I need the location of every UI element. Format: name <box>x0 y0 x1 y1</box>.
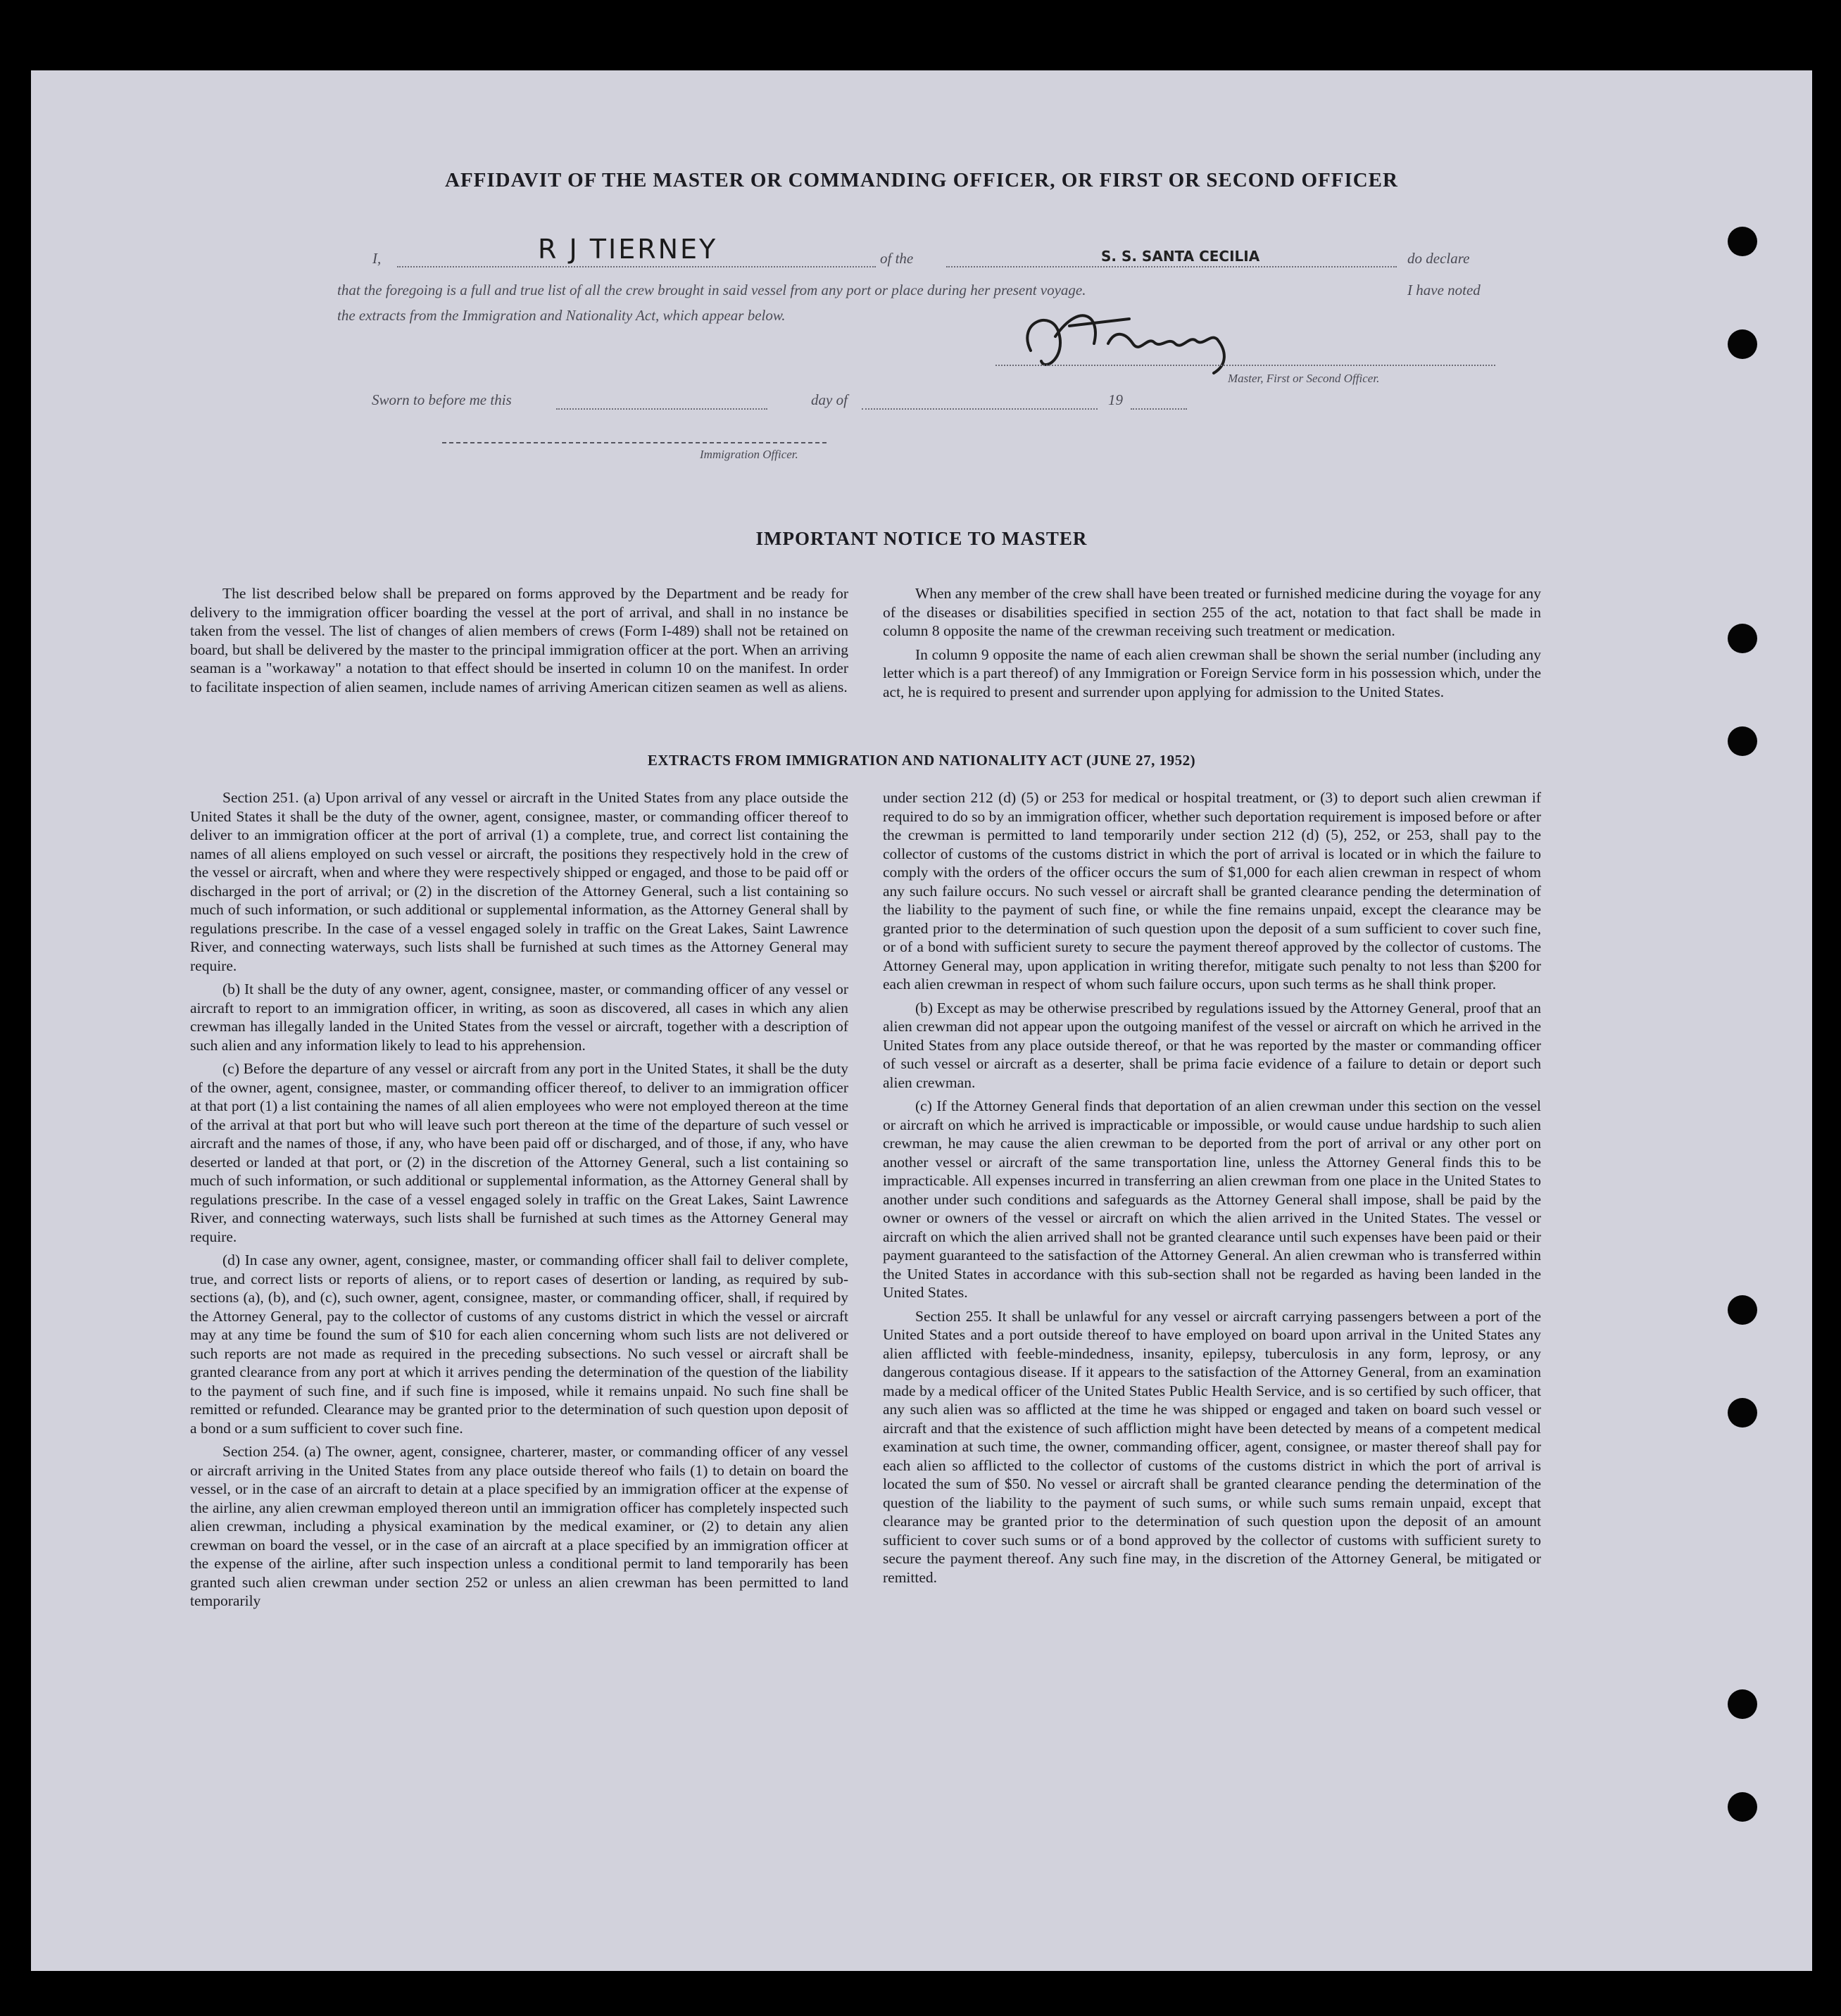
affidavit-line-1-end: I have noted <box>1407 282 1481 298</box>
section-255: Section 255. It shall be unlawful for any vessel or aircraft carrying passengers between a port of the United States and a port outside thereof to have employed on board upon arrival in the United States any alien afflicted with feeble-mindedness, insanity, epilepsy, tuberculosis in any form, leprosy, or any dangerous contagious disease. If it appears to the satisfaction of the Attorney General, from an examination made by a medical officer of the United States Public Health Service, and is so certified by such officer, that any such alien was so afflicted at the time he was shipped or engaged and taken on board such vessel or aircraft and that the existence of such affliction might have been detected by means of a competent medical examination at such time, the owner, commanding officer, agent, consignee, or master thereof shall pay for each alien so afflicted to the collector of customs of the customs district in which the port of arrival is located the sum of $50. No vessel or aircraft shall be granted clearance pending the determination of the question of the liability to the payment of such sums, or while such sums remain unpaid, except that clearance may be granted prior to the determination of such question upon the deposit of an amount sufficient to cover such sums or of a bond approved by the collector of customs with sufficient surety to secure the payment thereof. Any such fine may, in the discretion of the Attorney General, be mitigated or remitted. <box>883 1307 1541 1586</box>
day-of-label: day of <box>811 391 848 408</box>
punch-hole <box>1728 624 1757 653</box>
notice-right-paragraph-1: When any member of the crew shall have been treated or furnished medicine during the voyage for any of the diseases or disabilities specified in section 255 of the act, notation to that fact shall be made in column 8 opposite the name of the crewman receiving such treatment or medication. <box>883 585 1541 639</box>
sworn-label: Sworn to before me this <box>372 391 512 408</box>
master-signature <box>1003 294 1270 379</box>
notice-left-paragraph: The list described below shall be prepared on forms approved by the Department and be ready for delivery to the immigration officer boarding the vessel at the port of arrival, and shall in no instance be taken from the vessel. The list of changes of alien members of crews (Form I-489) shall not be retained on board, but shall be delivered by the master to the principal immigration officer at the port. When an arriving seaman is a "workaway" a notation to that effect should be inserted in column 10 on the manifest. In order to facilitate inspection of alien seamen, include names of arriving American citizen seamen as well as aliens. <box>190 585 848 695</box>
officer-name-handwritten: R J TIERNEY <box>538 234 718 265</box>
punch-hole <box>1728 1689 1757 1719</box>
section-251-c: (c) Before the departure of any vessel or aircraft from any port in the United States, it shall be the duty of the owner, agent, consignee, master, or commanding officer thereof, to deliver to an immigration officer at that port (1) a list containing the names of all alien employees who were not employed thereon at the time of the arrival at that port but who will leave such port thereon at the time of the departure of such vessel or aircraft and the names of those, if any, who have been paid off or discharged, and of those, if any, who have deserted or landed at that port, or (2) in the discretion of the Attorney General, such a list containing so much of such information, or such additional or supplemental information, as the Attorney General shall by regulations prescribe. In the case of a vessel engaged solely in traffic on the Great Lakes, Saint Lawrence River, and connecting waterways, such lists shall be furnished at such times as the Attorney General may require. <box>190 1060 848 1245</box>
name-line <box>397 266 876 267</box>
notice-right-paragraph-2: In column 9 opposite the name of each alien crewman shall be shown the serial number (including any letter which is a part thereof) of any Immigration or Foreign Service form in his possession which, under the act, he is required to present and surrender upon applying for admission to the United States. <box>883 645 1541 700</box>
section-251-b: (b) It shall be the duty of any owner, agent, consignee, master, or commanding officer of any vessel or aircraft to report to an immigration officer, in writing, as soon as discovered, all cases in which any alien crewman has illegally landed in the United States from the vessel or aircraft, together with a description of such alien and any information likely to lead to his apprehension. <box>190 981 848 1054</box>
prefix-i: I, <box>372 250 382 267</box>
punch-hole <box>1728 1792 1757 1822</box>
sworn-month-line <box>862 408 1098 410</box>
vessel-stamp: S. S. SANTA CECILIA <box>1101 248 1260 265</box>
document-page <box>31 70 1812 1971</box>
do-declare-label: do declare <box>1407 250 1470 267</box>
vessel-line <box>946 266 1397 267</box>
section-254-c: (c) If the Attorney General finds that deportation of an alien crewman under this section on the vessel or aircraft on which he arrived is impracticable or impossible, or would cause undue hardship to such alien crewman, he may cause the alien crewman to be deported from the port of arrival or any other port on another vessel or aircraft of the same transportation line, unless the Attorney General finds this to be impracticable. All expenses incurred in transferring an alien crewman from one place in the United States to another under such conditions and safeguards as the Attorney General shall impose, shall be paid by the owner or owners of the vessel or aircraft on which the alien arrived in the United States. The vessel or aircraft on which the alien arrived shall not be granted clearance until such expenses have been paid or their payment guaranteed to the satisfaction of the Attorney General. An alien crewman who is transferred within the United States in accordance with this sub-section shall not be regarded as having been landed in the United States. <box>883 1097 1541 1301</box>
punch-hole <box>1728 329 1757 359</box>
notice-right <box>883 584 1541 706</box>
affidavit-line-1: that the foregoing is a full and true list of all the crew brought in said vessel from any port or place during her present voyage. <box>337 282 1086 298</box>
extracts-title: EXTRACTS FROM IMMIGRATION AND NATIONALITY ACT (JUNE 27, 1952) <box>647 752 1196 769</box>
officer-line <box>442 442 827 443</box>
sworn-day-line <box>556 408 767 410</box>
notice-left <box>190 584 848 701</box>
section-254-a-continued: under section 212 (d) (5) or 253 for medical or hospital treatment, or (3) to deport such alien crewman if required to do so by an immigration officer, whether such deportation requirement is imposed before or after the crewman is permitted to land temporarily under section 212 (d) (5), 252, or 253, shall pay to the collector of customs of the customs district in which the port of arrival is located or in which the failure to comply with the orders of the officer occurs the sum of $1,000 for each alien crewman in respect of whom any such failure occurs. No such vessel or aircraft shall be granted clearance pending the determination of the liability to the payment of such fine, or while the fine remains unpaid, except the clearance may be granted prior to the determination of such question upon the deposit of a sum sufficient to cover such fine, or of a bond with sufficient surety to secure the payment thereof approved by the collector of customs. The Attorney General may, upon application in writing therefor, mitigate such penalty to not less than $200 for each alien crewman in respect of whom such failure occurs, upon such terms as he shall think proper. <box>883 789 1541 993</box>
extracts-left-column <box>190 788 848 1615</box>
punch-hole <box>1728 726 1757 756</box>
signature-line <box>995 365 1495 366</box>
punch-hole <box>1728 1295 1757 1325</box>
notice-title: IMPORTANT NOTICE TO MASTER <box>755 528 1088 549</box>
section-251-a: Section 251. (a) Upon arrival of any vessel or aircraft in the United States from any place outside the United States it shall be the duty of the owner, agent, consignee, master, or commanding officer thereof to deliver to an immigration officer at the port of arrival (1) a complete, true, and correct list containing the names of all aliens employed on such vessel or aircraft, the positions they respectively hold in the crew of the vessel or aircraft, when and where they were respectively shipped or engaged, and those to be paid off or discharged in the port of arrival; or (2) in the discretion of the Attorney General, such a list containing so much of such information, or such additional or supplemental information, as the Attorney General shall by regulations prescribe. In the case of a vessel engaged solely in traffic on the Great Lakes, Saint Lawrence River, and connecting waterways, such lists shall be furnished at such times as the Attorney General may require. <box>190 789 848 974</box>
of-the-label: of the <box>880 250 914 267</box>
year-label: 19 <box>1108 391 1123 408</box>
section-254-b: (b) Except as may be otherwise prescribed by regulations issued by the Attorney General, proof that an alien crewman did not appear upon the outgoing manifest of the vessel or aircraft on which he arrived in the United States from any place outside thereof, or that he was reported by the master or commanding officer of such vessel or aircraft as a deserter, shall be prima facie evidence of a failure to detain or deport such alien crewman. <box>883 999 1541 1091</box>
extracts-right-column <box>883 788 1541 1592</box>
year-line <box>1131 408 1187 410</box>
punch-hole <box>1728 1398 1757 1428</box>
section-254-a: Section 254. (a) The owner, agent, consignee, charterer, master, or commanding officer of any vessel or aircraft arriving in the United States from any place outside thereof who fails (1) to detain on board the vessel, or in the case of an aircraft to detain at a place specified by an immigration officer at the expense of the airline, any alien crewman employed thereon until an immigration officer has completely inspected such alien crewman, including a physical examination by the medical examiner, or (2) to detain any alien crewman on board the vessel, or in the case of an aircraft at a place specified by an immigration officer at the expense of the airline, after such inspection unless a conditional permit to land temporarily has been granted such alien crewman under section 252 or unless an alien crewman has been permitted to land temporarily <box>190 1443 848 1609</box>
punch-hole <box>1728 227 1757 256</box>
signature-caption: Master, First or Second Officer. <box>1228 372 1380 385</box>
affidavit-line-2: the extracts from the Immigration and Nationality Act, which appear below. <box>337 307 786 324</box>
officer-caption: Immigration Officer. <box>700 448 798 461</box>
affidavit-title: AFFIDAVIT OF THE MASTER OR COMMANDING OFFICER, OR FIRST OR SECOND OFFICER <box>445 169 1398 191</box>
section-251-d: (d) In case any owner, agent, consignee, master, or commanding officer shall fail to deliver complete, true, and correct lists or reports of aliens, or to report cases of desertion or landing, as required by sub-sections (a), (b), and (c), such owner, agent, consignee, master, or commanding officer, shall, if required by the Attorney General, pay to the collector of customs of any customs district in which the vessel or aircraft may at any time be found the sum of $10 for each alien concerning whom such lists are not delivered or such reports are not made as required in the preceding subsections. No such vessel or aircraft shall be granted clearance from any port at which it arrives pending the determination of the question of the liability to the payment of such fine, and if such fine is imposed, while it remains unpaid. No such fine shall be remitted or refunded. Clearance may be granted prior to the determination of such question upon deposit of a bond or a sum sufficient to cover such fine. <box>190 1252 848 1437</box>
